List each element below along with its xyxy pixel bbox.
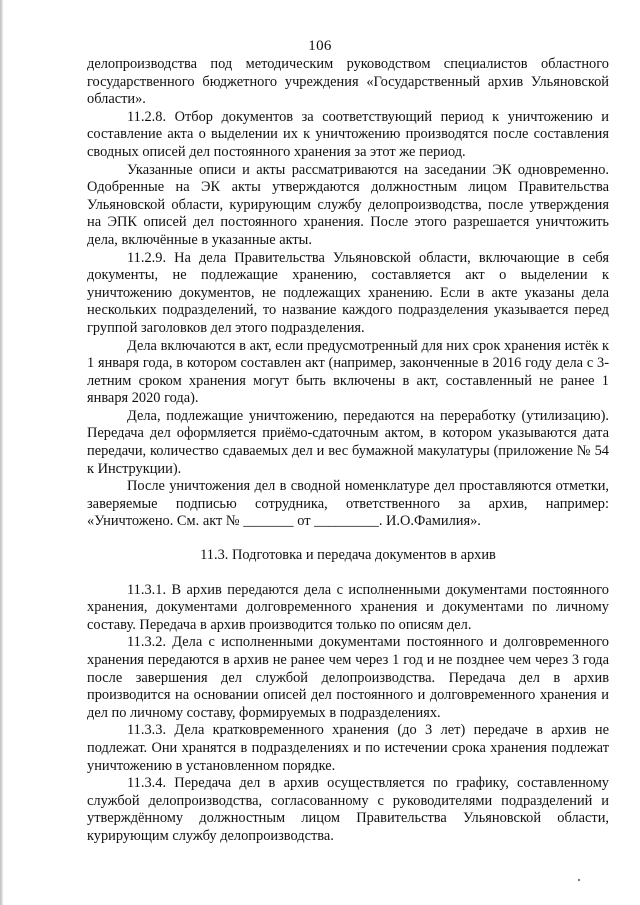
paragraph-continuation: делопроизводства под методическим руководством специалистов областного государственного бюджетного учреждения «Государственный архив Ульяновской области».: [87, 56, 609, 108]
paragraph-ek-approval: Указанные описи и акты рассматриваются на заседании ЭК одновременно. Одобренные на ЭК акты утверждаются должностным лицом Правительства Ульяновской области, курирующим службу делопроизводства, после утверждения на ЭПК описей дел постоянного хранения. После этого разрешается уничтожить дела, включённые в указанные акты.: [87, 161, 609, 248]
section-heading-11-3: 11.3. Подготовка и передача документов в архив: [200, 547, 496, 564]
paragraph-recycling: Дела, подлежащие уничтожению, передаются на переработку (утилизацию). Передача дел оформляется приёмо-сдаточным актом, в котором указываются дата передачи, количество сдаваемых дел и вес бумажной макулатуры (приложение № 54 к Инструкции).: [87, 407, 609, 477]
scan-speck: [578, 879, 580, 881]
paragraph-inclusion-rule: Дела включаются в акт, если предусмотренный для них срок хранения истёк к 1 января года, в котором составлен акт (например, законченные в 2016 году дела с 3-летним сроком хранения могут быть включены в акт, составленный не ранее 1 января 2020 года).: [87, 337, 609, 407]
paragraph-destruction-mark: После уничтожения дел в сводной номенклатуре дел проставляются отметки, заверяемые подписью сотрудника, ответственного за архив, например: «Уничтожено. См. акт № _______ от _________. И.О.Фамилия».: [87, 478, 609, 530]
paragraph-11-3-4: 11.3.4. Передача дел в архив осуществляется по графику, составленному службой делопроизводства, согласованному с руководителями подразделений и утверждённому должностным лицом Правительства Ульяновской области, курирующим службу делопроизводства.: [87, 775, 609, 844]
document-body: [87, 56, 609, 846]
paragraph-11-3-3: 11.3.3. Дела кратковременного хранения (до 3 лет) передаче в архив не подлежат. Они хранятся в подразделениях и по истечении срока хранения подлежат уничтожению в установленном порядке.: [87, 722, 609, 774]
page-number: 106: [308, 38, 332, 54]
paragraph-11-2-8: 11.2.8. Отбор документов за соответствующий период к уничтожению и составление акта о выделении их к уничтожению производятся после составления сводных описей дел постоянного хранения за этот же период.: [87, 108, 609, 160]
paragraph-11-3-2: 11.3.2. Дела с исполненными документами постоянного и долговременного хранения передаются в архив не ранее чем через 1 год и не позднее чем через 3 года после завершения дел службой делопроизводства. Передача дел в архив производится на основании описей дел постоянного и долговременного хранения и дел по личному составу, формируемых в подразделениях.: [87, 634, 609, 721]
paragraph-11-3-1: 11.3.1. В архив передаются дела с исполненными документами постоянного хранения, документами долговременного хранения и документами по личному составу. Передача в архив производится только по описям дел.: [87, 581, 609, 633]
scan-edge: [0, 0, 3, 905]
paragraph-11-2-9: 11.2.9. На дела Правительства Ульяновской области, включающие в себя документы, не подлежащие хранению, составляется акт о выделении к уничтожению документов, не подлежащих хранению. Если в акте указаны дела нескольких подразделений, то название каждого подразделения указывается перед группой заголовков дел этого подразделения.: [87, 249, 609, 336]
